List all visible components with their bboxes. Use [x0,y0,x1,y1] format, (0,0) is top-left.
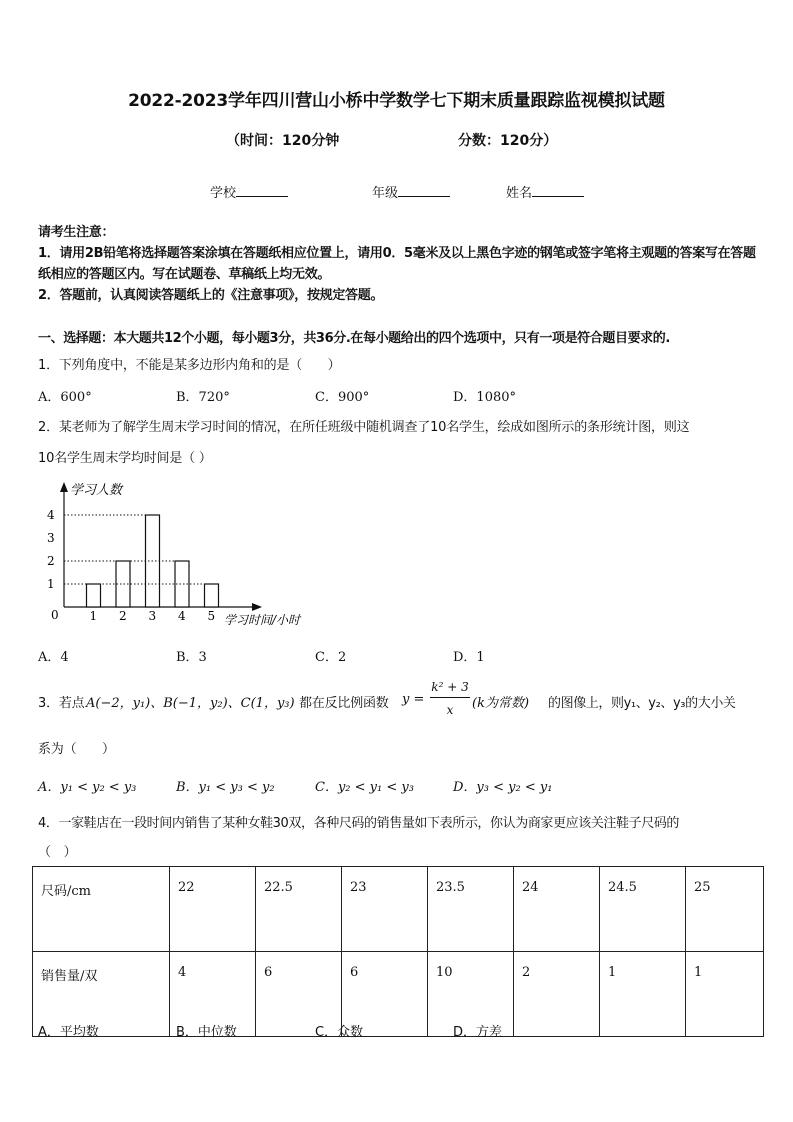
table-cell: 4 [170,952,256,1037]
table-row [33,952,764,1037]
q3-option-d[interactable]: D．y₃ < y₂ < y₁ [453,780,553,795]
x-axis-label: 学习时间/小时 [224,613,301,627]
q2-option-d[interactable]: D．1 [453,650,485,665]
notice-line-1: 1．请用2B铅笔将选择题答案涂填在答题纸相应位置上，请用0．5毫米及以上黑色字迹的钢笔或签字笔将主观题的答案写在答题纸相应的答题区内。写在试题卷、草稿纸上均无效。 [38,246,756,282]
x-axis-arrow [252,603,262,611]
q2-option-c[interactable]: C．2 [315,650,347,665]
table-cell: 24.5 [600,867,686,952]
question-3-points: A(−2，y₁)、B(−1，y₂)、C(1，y₃) [86,696,295,711]
grade-blank[interactable] [398,184,450,197]
x-tick-label: 3 [148,609,157,623]
name-label: 姓名 [506,186,533,201]
q3-option-a[interactable]: A．y₁ < y₂ < y₃ [38,780,137,795]
question-3-stem-line-2: 系为（ ） [38,742,115,757]
table-cell: 25 [686,867,764,952]
q4-option-c[interactable]: C．众数 [315,1025,364,1040]
school-blank[interactable] [236,184,288,197]
table-cell: 22.5 [256,867,342,952]
notice-heading: 请考生注意： [38,225,115,240]
function-lhs: y = [402,692,425,707]
bar-1 [87,584,101,607]
q1-option-c[interactable]: C．900° [315,390,370,405]
origin-label: 0 [51,608,59,622]
bar-5 [205,584,219,607]
table-cell: 22 [170,867,256,952]
section-heading: 一、选择题：本大题共12个小题，每小题3分，共36分.在每小题给出的四个选项中，只有一项是符合题目要求的. [38,331,670,346]
grade-label: 年级 [372,186,399,201]
q1-option-a[interactable]: A．600° [38,390,92,405]
table-cell: 尺码/cm [33,867,170,952]
q4-option-d[interactable]: D．方差 [453,1025,503,1040]
shoe-size-table [32,866,764,1037]
table-cell: 2 [514,952,600,1037]
y-axis-label: 学习人数 [70,483,123,498]
notice-line-2: 2．答题前，认真阅读答题纸上的《注意事项》，按规定答题。 [38,288,384,303]
q3-option-c[interactable]: C．y₂ < y₁ < y₃ [315,780,414,795]
school-label: 学校 [210,186,237,201]
table-cell: 10 [428,952,514,1037]
question-4-stem-line-1: 4．一家鞋店在一段时间内销售了某种女鞋30双，各种尺码的销售量如下表所示，你认为商家更应该关注鞋子尺码的 [38,816,680,831]
table-cell: 23.5 [428,867,514,952]
fraction-numerator: k² + 3 [431,680,469,694]
school-field [210,182,288,201]
q4-option-b[interactable]: B．中位数 [176,1025,237,1040]
table-cell: 6 [342,952,428,1037]
page-title: 2022-2023学年四川营山小桥中学数学七下期末质量跟踪监视模拟试题 [128,91,665,111]
table-row [33,867,764,952]
bar-chart [38,476,328,636]
x-tick-label: 5 [207,609,216,623]
exam-score: 分数：120分） [458,133,558,149]
x-tick-label: 2 [119,609,127,623]
y-tick-label: 3 [47,531,55,545]
q1-option-d[interactable]: D．1080° [453,390,517,405]
y-tick-label: 4 [47,508,55,522]
question-2-stem-line-2: 10名学生周末学均时间是（ ） [38,451,212,466]
q2-option-a[interactable]: A．4 [38,650,69,665]
notice-block [38,222,760,306]
question-3-stem-prefix: 3．若点 [38,696,85,711]
x-tick-label: 1 [89,609,98,623]
fraction-denominator: x [446,703,454,717]
question-2-stem-line-1: 2．某老师为了解学生周末学习时间的情况，在所任班级中随机调查了10名学生，绘成如图所示的条形统计图，则这 [38,420,690,435]
table-cell: 24 [514,867,600,952]
question-3-stem-suffix: 的图像上，则y₁、y₂、y₃的大小关 [548,696,736,711]
table-cell: 1 [600,952,686,1037]
question-3-stem-mid: 都在反比例函数 [299,696,389,711]
table-cell: 6 [256,952,342,1037]
question-4-stem-line-2: （ ） [38,845,77,860]
exam-time: （时间：120分钟 [226,133,340,149]
fraction-bar [430,697,470,698]
x-tick-label: 4 [178,609,186,623]
name-field [506,182,584,201]
y-tick-label: 2 [47,554,55,568]
table-cell: 23 [342,867,428,952]
y-tick-label: 1 [47,577,55,591]
grade-field [372,182,450,201]
q3-option-b[interactable]: B．y₁ < y₃ < y₂ [176,780,275,795]
function-constant-note: (k为常数) [472,696,530,711]
table-cell: 1 [686,952,764,1037]
q4-option-a[interactable]: A．平均数 [38,1025,99,1040]
table-cell: 销售量/双 [33,952,170,1037]
y-axis-arrow [60,482,68,492]
question-1-stem: 1．下列角度中，不能是某多边形内角和的是（ ） [38,358,341,373]
q1-option-b[interactable]: B．720° [176,390,230,405]
q2-option-b[interactable]: B．3 [176,650,207,665]
name-blank[interactable] [532,184,584,197]
